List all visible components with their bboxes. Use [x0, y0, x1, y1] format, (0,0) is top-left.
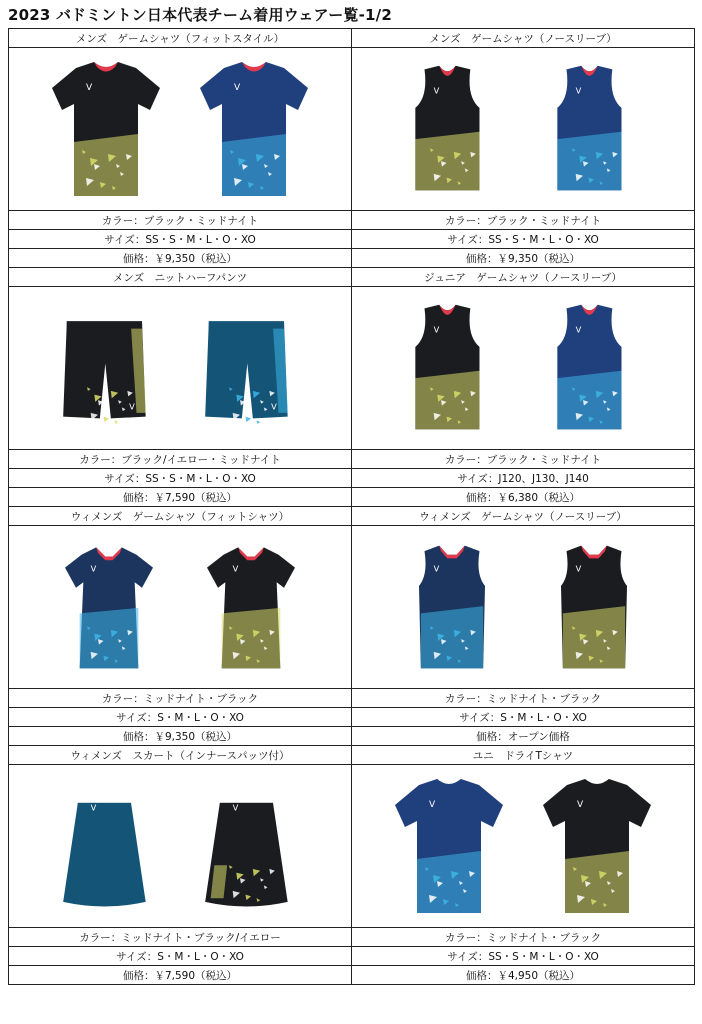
svg-text:Ⅴ: Ⅴ	[86, 83, 93, 93]
tshirt-black-icon	[532, 771, 662, 921]
product-size: サイズ：SS・S・M・L・O・XO	[352, 230, 695, 249]
table-row	[9, 287, 695, 450]
product-name: メンズ ニットハーフパンツ	[9, 268, 352, 287]
product-price: 価格：￥9,350（税込）	[9, 249, 352, 268]
product-name: ユニ ドライTシャツ	[352, 746, 695, 765]
product-color: カラー：ミッドナイト・ブラック/イエロー	[9, 928, 352, 947]
table-row	[9, 48, 695, 211]
product-size: サイズ：S・M・L・O・XO	[352, 708, 695, 727]
skirt-black-icon	[196, 771, 306, 921]
svg-text:Ⅴ: Ⅴ	[429, 800, 436, 810]
svg-text:Ⅴ: Ⅴ	[270, 401, 277, 412]
table-row	[9, 689, 695, 708]
product-size: サイズ：SS・S・M・L・O・XO	[9, 230, 352, 249]
svg-text:Ⅴ: Ⅴ	[433, 563, 440, 574]
product-name: ジュニア ゲームシャツ（ノースリーブ）	[352, 268, 695, 287]
product-price: 価格：￥9,350（税込）	[9, 727, 352, 746]
tank-top-black-icon	[397, 293, 507, 443]
table-row	[9, 507, 695, 526]
product-image	[9, 48, 352, 211]
product-size: サイズ：S・M・L・O・XO	[9, 947, 352, 966]
cap-sleeve-shirt-black-icon	[196, 532, 306, 682]
table-row	[9, 29, 695, 48]
tank-top-midnight-icon	[397, 532, 507, 682]
product-color: カラー：ブラック・ミッドナイト	[352, 450, 695, 469]
svg-text:Ⅴ: Ⅴ	[232, 563, 238, 574]
svg-text:Ⅴ: Ⅴ	[575, 85, 581, 96]
tank-top-midnight-icon	[539, 54, 649, 204]
table-row	[9, 230, 695, 249]
table-row	[9, 727, 695, 746]
table-row	[9, 708, 695, 727]
svg-text:Ⅴ: Ⅴ	[575, 563, 581, 574]
svg-text:Ⅴ: Ⅴ	[577, 800, 584, 810]
product-name: メンズ ゲームシャツ（フィットスタイル）	[9, 29, 352, 48]
product-image	[9, 526, 352, 689]
product-image	[352, 48, 695, 211]
tshirt-midnight-icon	[384, 771, 514, 921]
table-row	[9, 488, 695, 507]
shorts-black-icon	[54, 293, 164, 443]
table-row	[9, 249, 695, 268]
svg-text:Ⅴ: Ⅴ	[129, 401, 136, 412]
tank-top-black-icon	[397, 54, 507, 204]
product-image	[352, 526, 695, 689]
product-image	[352, 765, 695, 928]
product-size: サイズ：SS・S・M・L・O・XO	[352, 947, 695, 966]
product-name: ウィメンズ ゲームシャツ（ノースリーブ）	[352, 507, 695, 526]
skirt-midnight-icon	[54, 771, 164, 921]
product-color: カラー：ミッドナイト・ブラック	[352, 928, 695, 947]
table-row	[9, 928, 695, 947]
product-name: ウィメンズ ゲームシャツ（フィットシャツ）	[9, 507, 352, 526]
product-size: サイズ：J120、J130、J140	[352, 469, 695, 488]
product-price: 価格：￥7,590（税込）	[9, 966, 352, 985]
tshirt-black-icon	[41, 54, 171, 204]
product-price: 価格：オープン価格	[352, 727, 695, 746]
svg-text:Ⅴ: Ⅴ	[433, 85, 440, 96]
product-color: カラー：ブラック・ミッドナイト	[9, 211, 352, 230]
product-price: 価格：￥6,380（税込）	[352, 488, 695, 507]
tank-top-midnight-icon	[539, 293, 649, 443]
product-color: カラー：ブラック・ミッドナイト	[352, 211, 695, 230]
tshirt-midnight-icon	[189, 54, 319, 204]
table-row	[9, 526, 695, 689]
table-row	[9, 947, 695, 966]
product-price: 価格：￥7,590（税込）	[9, 488, 352, 507]
page-title: 2023 バドミントン日本代表チーム着用ウェアー覧-1/2	[8, 6, 393, 24]
product-price: 価格：￥4,950（税込）	[352, 966, 695, 985]
product-size: サイズ：SS・S・M・L・O・XO	[9, 469, 352, 488]
table-row	[9, 211, 695, 230]
svg-text:Ⅴ: Ⅴ	[575, 324, 581, 335]
product-color: カラー：ブラック/イエロー・ミッドナイト	[9, 450, 352, 469]
svg-text:Ⅴ: Ⅴ	[232, 802, 238, 813]
table-row	[9, 469, 695, 488]
product-size: サイズ：S・M・L・O・XO	[9, 708, 352, 727]
table-row	[9, 966, 695, 985]
cap-sleeve-shirt-midnight-icon	[54, 532, 164, 682]
product-name: ウィメンズ スカート（インナースパッツ付）	[9, 746, 352, 765]
tank-top-black-icon	[539, 532, 649, 682]
shorts-midnight-icon	[196, 293, 306, 443]
product-color: カラー：ミッドナイト・ブラック	[9, 689, 352, 708]
product-name: メンズ ゲームシャツ（ノースリーブ）	[352, 29, 695, 48]
product-color: カラー：ミッドナイト・ブラック	[352, 689, 695, 708]
table-row	[9, 765, 695, 928]
product-price: 価格：￥9,350（税込）	[352, 249, 695, 268]
table-row	[9, 268, 695, 287]
product-image	[9, 765, 352, 928]
svg-text:Ⅴ: Ⅴ	[90, 563, 97, 574]
product-image	[9, 287, 352, 450]
svg-text:Ⅴ: Ⅴ	[234, 83, 241, 93]
product-image	[352, 287, 695, 450]
table-row	[9, 450, 695, 469]
svg-text:Ⅴ: Ⅴ	[90, 802, 97, 813]
svg-text:Ⅴ: Ⅴ	[433, 324, 440, 335]
product-table	[8, 28, 695, 985]
table-row	[9, 746, 695, 765]
